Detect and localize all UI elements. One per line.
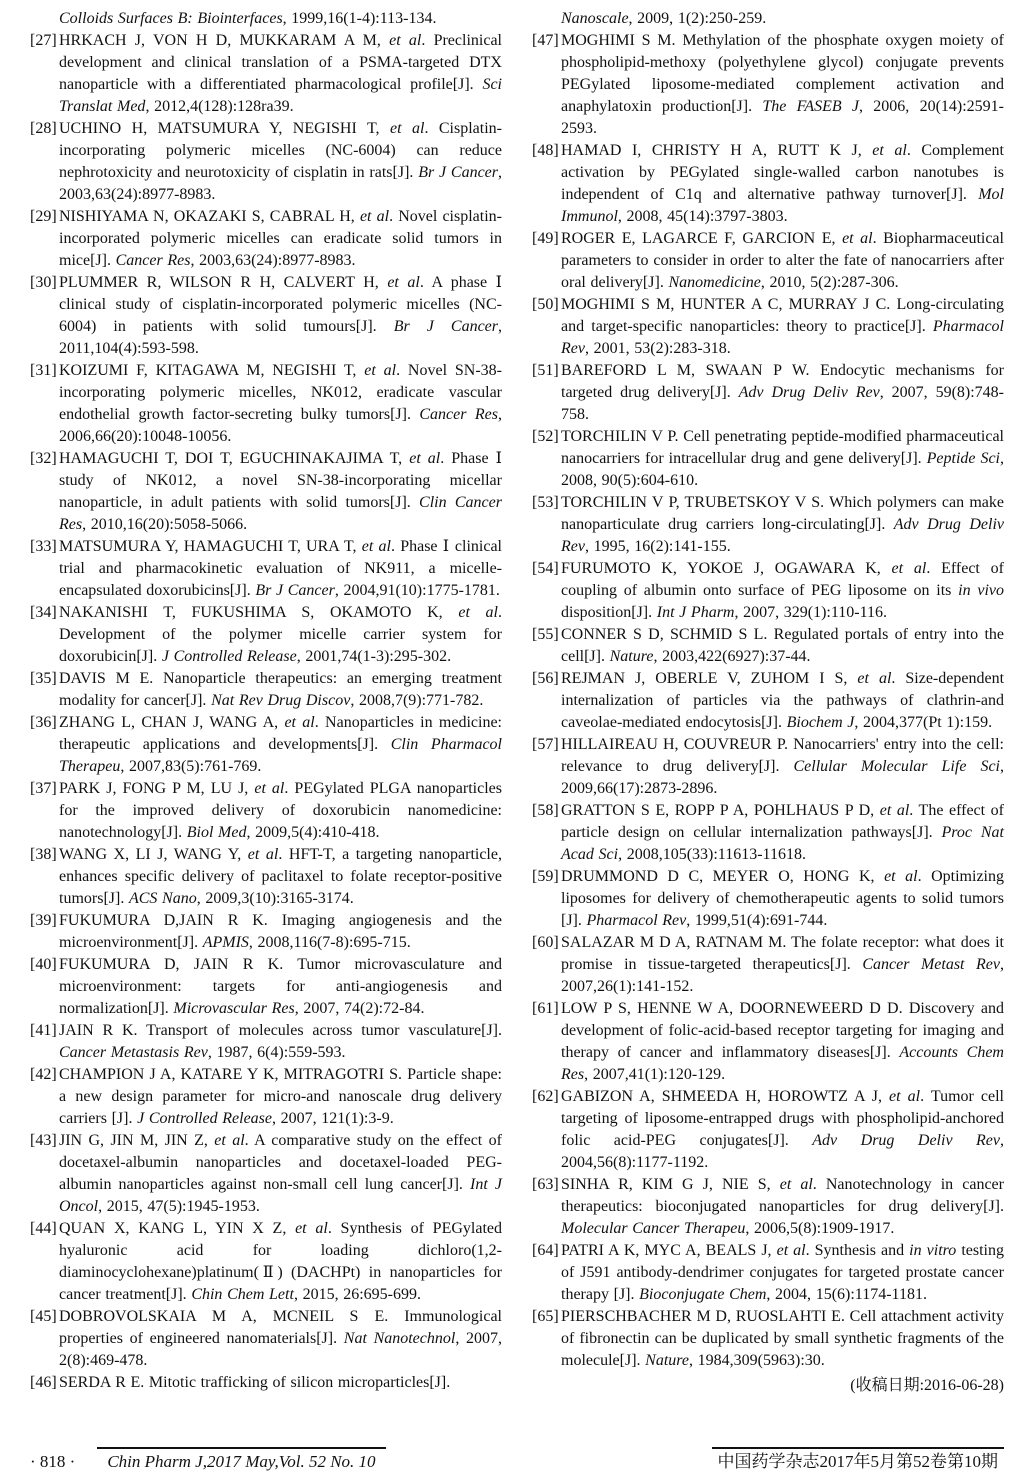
reference-italic-text: Adv Drug Deliv Rev bbox=[738, 384, 880, 401]
reference-text: . Novel cisplatin-incorporated polymeric micelles can eradicate solid tumors in mice[J]. bbox=[59, 208, 502, 269]
reference-italic-text: ACS Nano bbox=[128, 890, 197, 907]
reference-number: [39] bbox=[30, 912, 57, 929]
reference-italic-text: Br J Cancer bbox=[393, 318, 498, 335]
reference-italic-text: et al bbox=[889, 1088, 921, 1105]
reference-italic-text: Biochem J bbox=[786, 714, 855, 731]
footer-journal-citation-en: Chin Pharm J,2017 May,Vol. 52 No. 10 bbox=[97, 1447, 385, 1472]
reference-italic-text: J Controlled Release bbox=[161, 648, 297, 665]
reference-text: . HFT-T, a targeting nanoparticle, enhances specific delivery of paclitaxel to folate receptor-positive tumors[J]. bbox=[59, 846, 502, 907]
reference-item bbox=[30, 712, 502, 778]
reference-number: [30] bbox=[30, 274, 57, 291]
reference-text: , 2008, 45(14):3797-3803. bbox=[617, 208, 788, 225]
reference-italic-text: et al bbox=[884, 868, 918, 885]
reference-item bbox=[532, 1086, 1004, 1174]
reference-text: MOGHIMI S M. Methylation of the phosphate oxygen moiety of phospholipid-methoxy (polyethylene glycol) conjugate prevents PEGylated liposome-mediated complement activation and anaphylatoxin production[J]. bbox=[561, 32, 1004, 115]
reference-text: , 2008,105(33):11613-11618. bbox=[618, 846, 806, 863]
reference-number: [63] bbox=[532, 1176, 559, 1193]
reference-item bbox=[30, 206, 502, 272]
reference-text: , 2015, 47(5):1945-1953. bbox=[98, 1198, 260, 1215]
received-date: (收稿日期:2016-06-28) bbox=[850, 1377, 1004, 1394]
references-column-left bbox=[30, 8, 502, 1398]
reference-item bbox=[30, 668, 502, 712]
reference-number: [45] bbox=[30, 1308, 57, 1325]
reference-item bbox=[532, 1306, 1004, 1372]
reference-italic-text: et al bbox=[776, 1242, 806, 1259]
reference-italic-text: Clin Cancer Res bbox=[59, 494, 502, 533]
reference-italic-text: et al bbox=[409, 450, 441, 467]
reference-number: [62] bbox=[532, 1088, 559, 1105]
reference-item bbox=[532, 668, 1004, 734]
reference-text: , 2001, 53(2):283-318. bbox=[584, 340, 731, 357]
reference-number: [29] bbox=[30, 208, 57, 225]
reference-text: HILLAIREAU H, COUVREUR P. Nanocarriers' entry into the cell: relevance to drug delivery[J]. bbox=[561, 736, 1004, 775]
reference-italic-text: in vitro bbox=[909, 1242, 957, 1259]
reference-number: [33] bbox=[30, 538, 57, 555]
reference-number: [53] bbox=[532, 494, 559, 511]
reference-text: SINHA R, KIM G J, NIE S, bbox=[561, 1176, 780, 1193]
reference-text: . Synthesis and bbox=[805, 1242, 910, 1259]
reference-number: [43] bbox=[30, 1132, 57, 1149]
reference-item bbox=[30, 1020, 502, 1064]
reference-italic-text: Clin Pharmacol Therapeu bbox=[59, 736, 503, 775]
reference-item bbox=[532, 1240, 1004, 1306]
reference-italic-text: Nanomedicine bbox=[668, 274, 761, 291]
reference-text: . A comparative study on the effect of docetaxel-albumin nanoparticles and docetaxel-loaded PEG-albumin nanoparticles against non-small cell lung cancer[J]. bbox=[59, 1132, 502, 1193]
reference-text: , 2007, 59(8):748-758. bbox=[561, 384, 1004, 423]
reference-text: MOGHIMI S M, HUNTER A C, MURRAY J C. Long-circulating and target-specific nanoparticles: theory to practice[J]. bbox=[561, 296, 1004, 335]
reference-text: , 1999,16(1-4):113-134. bbox=[282, 10, 437, 27]
reference-text: , 2004,91(10):1775-1781. bbox=[334, 582, 500, 599]
reference-text: CHAMPION J A, KATARE Y K, MITRAGOTRI S. Particle shape: a new design parameter for micro-and nanoscale drug delivery carriers [J]. bbox=[59, 1066, 502, 1127]
reference-item bbox=[532, 294, 1004, 360]
reference-text: FUKUMURA D, JAIN R K. Tumor microvasculature and microenvironment: targets for anti-angiogenesis and normalization[J]. bbox=[59, 956, 502, 1017]
reference-text: , 2010, 5(2):287-306. bbox=[760, 274, 899, 291]
reference-text: UCHINO H, MATSUMURA Y, NEGISHI T, bbox=[59, 120, 390, 137]
reference-item bbox=[532, 426, 1004, 492]
reference-text: LOW P S, HENNE W A, DOORNEWEERD D D. Discovery and development of folic-acid-based receptor targeting for imaging and therapy of cancer and inflammatory diseases[J]. bbox=[561, 1000, 1004, 1061]
reference-number: [42] bbox=[30, 1066, 57, 1083]
reference-italic-text: Nature bbox=[645, 1352, 690, 1369]
reference-number: [59] bbox=[532, 868, 559, 885]
reference-item bbox=[30, 1130, 502, 1218]
footer-right bbox=[712, 1447, 1005, 1472]
reference-text: HAMAD I, CHRISTY H A, RUTT K J, bbox=[561, 142, 873, 159]
reference-number: [54] bbox=[532, 560, 559, 577]
reference-number: [28] bbox=[30, 120, 57, 137]
reference-text: PIERSCHBACHER M D, RUOSLAHTI E. Cell attachment activity of fibronectin can be duplicated by small synthetic fragments of the molecule[J]. bbox=[561, 1308, 1004, 1369]
reference-text: . Novel SN-38-incorporating polymeric micelles, NK012, eradicate vascular endothelial growth factor-secreting bulky tumors[J]. bbox=[59, 362, 502, 423]
reference-number: [57] bbox=[532, 736, 559, 753]
references-columns bbox=[30, 8, 1004, 1398]
reference-text: NISHIYAMA N, OKAZAKI S, CABRAL H, bbox=[59, 208, 360, 225]
reference-italic-text: Proc Nat Acad Sci bbox=[561, 824, 1004, 863]
reference-text: FUKUMURA D,JAIN R K. Imaging angiogenesis and the microenvironment[J]. bbox=[59, 912, 502, 951]
reference-number: [35] bbox=[30, 670, 57, 687]
reference-item bbox=[532, 360, 1004, 426]
reference-number: [60] bbox=[532, 934, 559, 951]
references-list-right bbox=[532, 8, 1004, 1372]
reference-item bbox=[532, 228, 1004, 294]
reference-number: [52] bbox=[532, 428, 559, 445]
reference-text: testing of J591 antibody-dendrimer conjugates for targeted prostate cancer therapy [J]. bbox=[561, 1242, 1004, 1303]
reference-italic-text: et al bbox=[389, 32, 422, 49]
reference-text: SERDA R E. Mitotic trafficking of silicon microparticles[J]. bbox=[59, 1374, 451, 1391]
reference-text: . Cisplatin-incorporating polymeric micelles (NC-6004) can reduce nephrotoxicity and neurotoxicity of cisplatin in rats[J]. bbox=[59, 120, 502, 181]
reference-item bbox=[30, 1218, 502, 1306]
reference-text: , 2008,7(9):771-782. bbox=[350, 692, 484, 709]
reference-number: [31] bbox=[30, 362, 57, 379]
reference-italic-text: Colloids Surfaces B: Biointerfaces bbox=[59, 10, 283, 27]
reference-text: TORCHILIN V P, TRUBETSKOY V S. Which polymers can make nanoparticulate drug carriers long-circulating[J]. bbox=[561, 494, 1004, 533]
reference-text: , 2011,104(4):593-598. bbox=[59, 318, 502, 357]
reference-italic-text: J Controlled Release bbox=[137, 1110, 272, 1127]
reference-item bbox=[532, 558, 1004, 624]
reference-number: [27] bbox=[30, 32, 57, 49]
reference-number: [51] bbox=[532, 362, 559, 379]
reference-text: PARK J, FONG P M, LU J, bbox=[59, 780, 255, 797]
reference-text: CONNER S D, SCHMID S L. Regulated portals of entry into the cell[J]. bbox=[561, 626, 1004, 665]
reference-italic-text: et al bbox=[254, 780, 285, 797]
reference-item bbox=[532, 492, 1004, 558]
reference-item bbox=[30, 30, 502, 118]
reference-item bbox=[30, 8, 502, 30]
reference-italic-text: Cancer Metastasis Rev bbox=[59, 1044, 208, 1061]
reference-italic-text: et al bbox=[284, 714, 315, 731]
reference-text: , 2007,83(5):761-769. bbox=[120, 758, 262, 775]
reference-text: , 2006, 20(14):2591-2593. bbox=[561, 98, 1005, 137]
reference-text: DAVIS M E. Nanoparticle therapeutics: an emerging treatment modality for cancer[J]. bbox=[59, 670, 502, 709]
reference-italic-text: et al bbox=[295, 1220, 328, 1237]
reference-text: , 2003,63(24):8977-8983. bbox=[190, 252, 356, 269]
reference-item bbox=[30, 602, 502, 668]
reference-text: JAIN R K. Transport of molecules across tumor vasculature[J]. bbox=[59, 1022, 502, 1039]
reference-number: [41] bbox=[30, 1022, 57, 1039]
reference-item bbox=[30, 954, 502, 1020]
reference-text: . Tumor cell targeting of liposome-entrapped drugs with phospholipid-anchored folic acid-PEG conjugates[J]. bbox=[561, 1088, 1004, 1149]
reference-text: DOBROVOLSKAIA M A, MCNEIL S E. Immunological properties of engineered nanomaterials[J]. bbox=[59, 1308, 502, 1347]
reference-text: NAKANISHI T, FUKUSHIMA S, OKAMOTO K, bbox=[59, 604, 459, 621]
reference-italic-text: et al bbox=[214, 1132, 245, 1149]
reference-text: , 1984,309(5963):30. bbox=[689, 1352, 825, 1369]
reference-item bbox=[30, 1306, 502, 1372]
reference-text: . Nanotechnology in cancer therapeutics: bioconjugated nanoparticles for drug delivery[J]. bbox=[561, 1176, 1004, 1215]
reference-text: . Development of the polymer micelle carrier system for doxorubicin[J]. bbox=[59, 604, 502, 665]
reference-italic-text: Adv Drug Deliv Rev bbox=[561, 516, 1004, 555]
reference-text: . Biopharmaceutical parameters to consider in order to alter the fate of nanocarriers after oral delivery[J]. bbox=[561, 230, 1004, 291]
reference-number: [48] bbox=[532, 142, 559, 159]
reference-italic-text: Microvascular Res bbox=[173, 1000, 295, 1017]
reference-number: [50] bbox=[532, 296, 559, 313]
page-number: · 818 · bbox=[30, 1452, 76, 1471]
reference-text: TORCHILIN V P. Cell penetrating peptide-modified pharmaceutical nanocarriers for intracellular drug and gene delivery[J]. bbox=[561, 428, 1004, 467]
reference-italic-text: APMIS bbox=[202, 934, 249, 951]
reference-italic-text: et al bbox=[779, 1176, 813, 1193]
reference-italic-text: Adv Drug Deliv Rev bbox=[812, 1132, 1001, 1149]
reference-text: , 1995, 16(2):141-155. bbox=[584, 538, 731, 555]
reference-item bbox=[30, 272, 502, 360]
reference-italic-text: Br J Cancer bbox=[255, 582, 335, 599]
reference-text: , 2003,422(6927):37-44. bbox=[653, 648, 811, 665]
reference-text: . Nanoparticles in medicine: therapeutic applications and developments[J]. bbox=[59, 714, 503, 753]
reference-text: HAMAGUCHI T, DOI T, EGUCHINAKAJIMA T, bbox=[59, 450, 410, 467]
reference-italic-text: Pharmacol Rev bbox=[586, 912, 687, 929]
references-list-left bbox=[30, 8, 502, 1394]
reference-text: . Synthesis of PEGylated hyaluronic acid for loading dichloro(1,2-diaminocyclohexane)platinum(Ⅱ) (DACHPt) in nanoparticles for cancer treatment[J]. bbox=[59, 1220, 503, 1303]
reference-text: . Size-dependent internalization of particles via the pathways of clathrin-and caveolae-mediated endocytosis[J]. bbox=[561, 670, 1005, 731]
reference-text: REJMAN J, OBERLE V, ZUHOM I S, bbox=[561, 670, 858, 687]
reference-text: QUAN X, KANG L, YIN X Z, bbox=[59, 1220, 296, 1237]
reference-italic-text: et al bbox=[364, 362, 397, 379]
reference-number: [32] bbox=[30, 450, 57, 467]
reference-number: [46] bbox=[30, 1374, 57, 1391]
reference-item bbox=[532, 140, 1004, 228]
reference-item bbox=[532, 8, 1004, 30]
reference-italic-text: Nat Rev Drug Discov bbox=[211, 692, 351, 709]
reference-text: , 2004,56(8):1177-1192. bbox=[561, 1132, 1005, 1171]
reference-text: . PEGylated PLGA nanoparticles for the improved delivery of doxorubicin nanomedicine: nanotechnology[J]. bbox=[59, 780, 502, 841]
reference-italic-text: Nanoscale bbox=[561, 10, 629, 27]
reference-italic-text: Cancer Res bbox=[419, 406, 499, 423]
reference-text: , 2001,74(1-3):295-302. bbox=[296, 648, 452, 665]
reference-text: PLUMMER R, WILSON R H, CALVERT H, bbox=[59, 274, 388, 291]
reference-text: ZHANG L, CHAN J, WANG A, bbox=[59, 714, 285, 731]
reference-text: MATSUMURA Y, HAMAGUCHI T, URA T, bbox=[59, 538, 362, 555]
reference-text: . Complement activation by PEGylated single-walled carbon nanotubes is independent of C1q and alternative pathway turnover[J]. bbox=[561, 142, 1004, 203]
reference-text: , 2012,4(128):128ra39. bbox=[145, 98, 294, 115]
reference-italic-text: et al bbox=[247, 846, 279, 863]
reference-italic-text: The FASEB J bbox=[762, 98, 860, 115]
reference-item bbox=[30, 536, 502, 602]
reference-item bbox=[30, 360, 502, 448]
reference-number: [64] bbox=[532, 1242, 559, 1259]
reference-item bbox=[532, 866, 1004, 932]
reference-item bbox=[30, 1372, 502, 1394]
reference-italic-text: et al bbox=[879, 802, 910, 819]
reference-italic-text: Molecular Cancer Therapeu bbox=[561, 1220, 746, 1237]
reference-text: , 2007, 74(2):72-84. bbox=[294, 1000, 425, 1017]
reference-text: , 1987, 6(4):559-593. bbox=[207, 1044, 346, 1061]
reference-italic-text: et al bbox=[891, 560, 927, 577]
reference-item bbox=[532, 800, 1004, 866]
reference-number: [38] bbox=[30, 846, 57, 863]
reference-item bbox=[532, 624, 1004, 668]
reference-italic-text: Accounts Chem Res bbox=[561, 1044, 1004, 1083]
reference-text: , 2006,66(20):10048-10056. bbox=[59, 406, 503, 445]
reference-text: , 2008, 90(5):604-610. bbox=[561, 450, 1004, 489]
reference-text: WANG X, LI J, WANG Y, bbox=[59, 846, 248, 863]
reference-text: . Optimizing liposomes for delivery of chemotherapeutic agents to solid tumors [J]. bbox=[561, 868, 1004, 929]
reference-item bbox=[532, 932, 1004, 998]
reference-text: , 2004,377(Pt 1):159. bbox=[854, 714, 993, 731]
reference-italic-text: Sci Translat Med bbox=[59, 76, 502, 115]
reference-italic-text: et al bbox=[390, 120, 425, 137]
reference-text: , 2007,26(1):141-152. bbox=[561, 956, 1004, 995]
reference-text: , 2006,5(8):1909-1917. bbox=[745, 1220, 895, 1237]
reference-number: [61] bbox=[532, 1000, 559, 1017]
reference-item bbox=[30, 778, 502, 844]
reference-text: , 2008,116(7-8):695-715. bbox=[248, 934, 411, 951]
reference-number: [34] bbox=[30, 604, 57, 621]
reference-text: , 2009, 1(2):250-259. bbox=[628, 10, 767, 27]
reference-text: JIN G, JIN M, JIN Z, bbox=[59, 1132, 215, 1149]
reference-italic-text: Nat Nanotechnol bbox=[343, 1330, 456, 1347]
reference-item bbox=[30, 448, 502, 536]
reference-text: . Preclinical development and clinical translation of a PSMA-targeted DTX nanoparticle with a differentiated pharmacological profile[J]. bbox=[59, 32, 502, 93]
reference-item bbox=[30, 118, 502, 206]
reference-text: FURUMOTO K, YOKOE J, OGAWARA K, bbox=[561, 560, 892, 577]
reference-text: . A phase Ⅰ clinical study of cisplatin-incorporated polymeric micelles (NC-6004) in patients with solid tumours[J]. bbox=[59, 274, 502, 335]
reference-number: [65] bbox=[532, 1308, 559, 1325]
reference-italic-text: Pharmacol Rev bbox=[561, 318, 1004, 357]
reference-text: GRATTON S E, ROPP P A, POHLHAUS P D, bbox=[561, 802, 880, 819]
reference-italic-text: et al bbox=[361, 538, 391, 555]
reference-text: , 2007, 121(1):3-9. bbox=[272, 1110, 394, 1127]
reference-text: , 2009,66(17):2873-2896. bbox=[561, 758, 1004, 797]
reference-text: HRKACH J, VON H D, MUKKARAM A M, bbox=[59, 32, 390, 49]
reference-italic-text: Cellular Molecular Life Sci bbox=[793, 758, 1000, 775]
reference-italic-text: Biol Med bbox=[186, 824, 247, 841]
reference-italic-text: Cancer Res bbox=[115, 252, 191, 269]
reference-text: , 2007,41(1):120-129. bbox=[584, 1066, 726, 1083]
references-column-right bbox=[532, 8, 1004, 1398]
reference-italic-text: et al bbox=[842, 230, 873, 247]
reference-item bbox=[532, 1174, 1004, 1240]
reference-text: DRUMMOND D C, MEYER O, HONG K, bbox=[561, 868, 885, 885]
reference-italic-text: Bioconjugate Chem bbox=[639, 1286, 767, 1303]
reference-text: , 2004, 15(6):1174-1181. bbox=[766, 1286, 927, 1303]
reference-item bbox=[30, 1064, 502, 1130]
reference-number: [37] bbox=[30, 780, 57, 797]
page-footer bbox=[30, 1447, 1004, 1472]
reference-italic-text: et al bbox=[387, 274, 420, 291]
reference-number: [44] bbox=[30, 1220, 57, 1237]
reference-number: [40] bbox=[30, 956, 57, 973]
reference-italic-text: Peptide Sci bbox=[926, 450, 1000, 467]
reference-text: . Phase Ⅰ clinical trial and pharmacokinetic evaluation of NK911, a micelle-encapsulated doxorubicins[J]. bbox=[59, 538, 502, 599]
reference-item bbox=[532, 30, 1004, 140]
reference-italic-text: Nature bbox=[609, 648, 654, 665]
reference-text: , 2007, 329(1):110-116. bbox=[734, 604, 888, 621]
reference-item bbox=[30, 910, 502, 954]
footer-journal-citation-cn: 中国药学杂志2017年5月第52卷第10期 bbox=[712, 1447, 1005, 1471]
reference-number: [47] bbox=[532, 32, 559, 49]
reference-text: ROGER E, LAGARCE F, GARCION E, bbox=[561, 230, 843, 247]
reference-text: KOIZUMI F, KITAGAWA M, NEGISHI T, bbox=[59, 362, 365, 379]
reference-italic-text: Chin Chem Lett bbox=[191, 1286, 294, 1303]
reference-text: , 2010,16(20):5058-5066. bbox=[82, 516, 248, 533]
reference-italic-text: Mol Immunol bbox=[561, 186, 1004, 225]
reference-text: , 2003,63(24):8977-8983. bbox=[59, 164, 502, 203]
reference-text: , 2015, 26:695-699. bbox=[293, 1286, 421, 1303]
reference-item bbox=[30, 844, 502, 910]
reference-italic-text: Br J Cancer bbox=[418, 164, 498, 181]
reference-italic-text: et al bbox=[458, 604, 498, 621]
reference-text: , 1999,51(4):691-744. bbox=[686, 912, 828, 929]
reference-italic-text: et al bbox=[359, 208, 390, 225]
reference-italic-text: et al bbox=[872, 142, 907, 159]
reference-italic-text: Cancer Metast Rev bbox=[862, 956, 1000, 973]
reference-number: [56] bbox=[532, 670, 559, 687]
reference-text: BAREFORD L M, SWAAN P W. Endocytic mechanisms for targeted drug delivery[J]. bbox=[561, 362, 1004, 401]
reference-text: . Effect of coupling of albumin onto surface of PEG liposome on its bbox=[561, 560, 1004, 599]
reference-text: , 2007, 2(8):469-478. bbox=[59, 1330, 503, 1369]
reference-text: SALAZAR M D A, RATNAM M. The folate receptor: what does it promise in tissue-targeted therapeutics[J]. bbox=[561, 934, 1004, 973]
reference-text: . The effect of particle design on cellular internalization pathways[J]. bbox=[561, 802, 1004, 841]
reference-text: . Phase Ⅰ study of NK012, a novel SN-38-incorporating micellar nanoparticle, in adult patients with solid tumors[J]. bbox=[59, 450, 502, 511]
reference-text: disposition[J]. bbox=[561, 604, 657, 621]
reference-number: [36] bbox=[30, 714, 57, 731]
reference-item bbox=[532, 998, 1004, 1086]
reference-text: GABIZON A, SHMEEDA H, HOROWTZ A J, bbox=[561, 1088, 890, 1105]
reference-italic-text: Int J Oncol bbox=[59, 1176, 503, 1215]
reference-number: [49] bbox=[532, 230, 559, 247]
footer-left bbox=[30, 1447, 386, 1472]
reference-number: [58] bbox=[532, 802, 559, 819]
reference-italic-text: et al bbox=[857, 670, 892, 687]
reference-number: [55] bbox=[532, 626, 559, 643]
reference-italic-text: in vivo bbox=[958, 582, 1004, 599]
reference-item bbox=[532, 734, 1004, 800]
reference-text: PATRI A K, MYC A, BEALS J, bbox=[561, 1242, 777, 1259]
reference-italic-text: Int J Pharm bbox=[656, 604, 735, 621]
reference-text: , 2009,5(4):410-418. bbox=[246, 824, 380, 841]
reference-text: , 2009,3(10):3165-3174. bbox=[196, 890, 354, 907]
